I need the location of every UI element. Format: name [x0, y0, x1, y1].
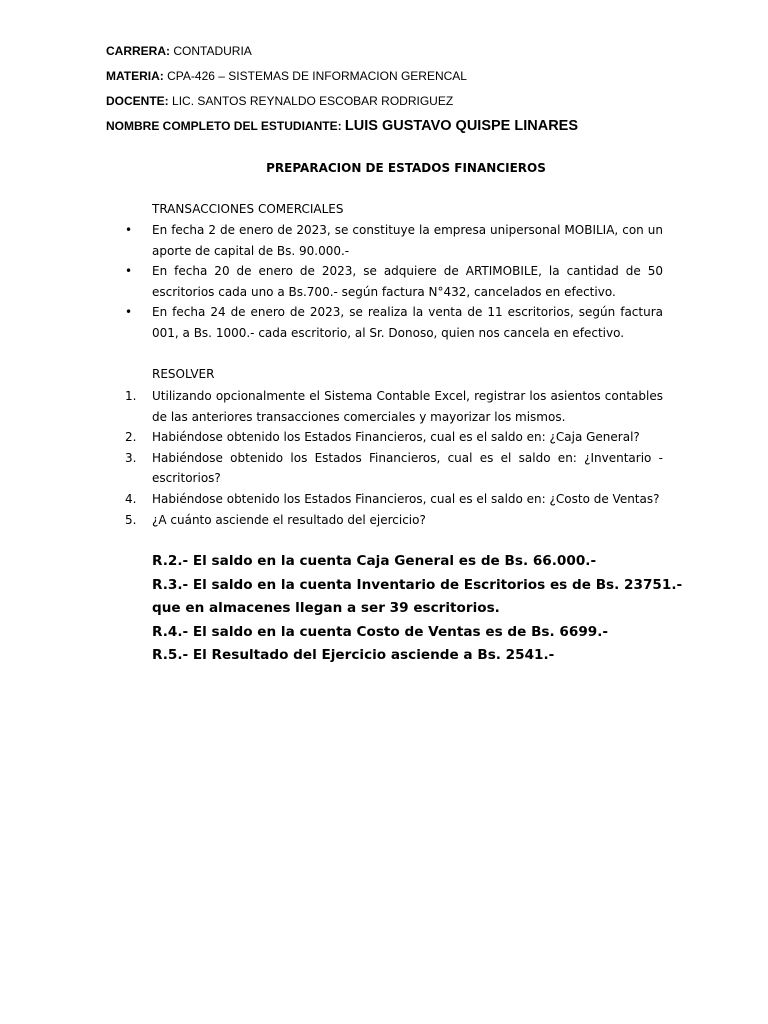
docente-line [106, 94, 453, 108]
answer-r2: R.2.- El saldo en la cuenta Caja General es de Bs. 66.000.- [152, 553, 597, 569]
list-item [125, 448, 663, 489]
answer-r3-line2: que en almacenes llegan a ser 39 escritorios. [152, 600, 500, 617]
item-number: 5. [125, 512, 137, 527]
item-number: 2. [125, 430, 137, 445]
bullet-marker: • [125, 305, 133, 320]
transacciones-list [125, 220, 663, 344]
transacciones-heading: TRANSACCIONES COMERCIALES [152, 202, 344, 216]
item-number: 4. [125, 491, 137, 506]
answers-block [152, 550, 683, 668]
answer-r3-line1: R.3.- El saldo en la cuenta Inventario de Escritorios es de Bs. 23751.- [152, 576, 683, 593]
resolver-list [125, 386, 663, 530]
docente-value: LIC. SANTOS REYNALDO ESCOBAR RODRIGUEZ [172, 94, 454, 108]
bullet-marker: • [125, 223, 133, 237]
transaccion-text: En fecha 24 de enero de 2023, se realiza la venta de 11 escritorios, según factura 001, a Bs. 1000.- cada escritorio, al Sr. Donoso, quien nos cancela en efectivo. [152, 305, 663, 340]
item-number: 1. [125, 389, 137, 403]
document-title: PREPARACION DE ESTADOS FINANCIEROS [266, 161, 546, 175]
list-item [125, 302, 663, 343]
resolver-text: Utilizando opcionalmente el Sistema Contable Excel, registrar los asientos contables de las anteriores transacciones comerciales y mayorizar los mismos. [152, 389, 663, 424]
list-item [125, 510, 663, 531]
docente-label: DOCENTE: [106, 94, 169, 108]
answer-r5: R.5.- El Resultado del Ejercicio asciende a Bs. 2541.- [152, 647, 555, 664]
transaccion-text: En fecha 2 de enero de 2023, se constituye la empresa unipersonal MOBILIA, con un aporte de capital de Bs. 90.000.- [152, 223, 663, 258]
item-number: 3. [125, 450, 137, 465]
materia-value: CPA-426 – SISTEMAS DE INFORMACION GERENCAL [167, 69, 467, 83]
resolver-text: Habiéndose obtenido los Estados Financieros, cual es el saldo en: ¿Caja General? [152, 430, 640, 445]
list-item [125, 427, 663, 448]
resolver-text: ¿A cuánto asciende el resultado del ejercicio? [152, 512, 426, 527]
carrera-line [106, 44, 252, 58]
transaccion-text: En fecha 20 de enero de 2023, se adquiere de ARTIMOBILE, la cantidad de 50 escritorios cada uno a Bs.700.- según factura N°432, cancelados en efectivo. [152, 264, 663, 299]
list-item [125, 489, 663, 510]
estudiante-value: LUIS GUSTAVO QUISPE LINARES [344, 118, 579, 134]
resolver-heading: RESOLVER [152, 367, 215, 381]
resolver-text: Habiéndose obtenido los Estados Financieros, cual es el saldo en: ¿Costo de Ventas? [152, 491, 660, 506]
materia-label: MATERIA: [106, 69, 164, 83]
carrera-label: CARRERA: [106, 44, 170, 58]
answer-r4: R.4.- El saldo en la cuenta Costo de Ventas es de Bs. 6699.- [152, 623, 609, 640]
estudiante-label: NOMBRE COMPLETO DEL ESTUDIANTE: [106, 119, 342, 133]
carrera-value: CONTADURIA [173, 44, 252, 58]
bullet-marker: • [125, 264, 133, 279]
materia-line [106, 69, 467, 83]
resolver-text: Habiéndose obtenido los Estados Financieros, cual es el saldo en: ¿Inventario - escritorios? [152, 450, 663, 486]
estudiante-line [106, 119, 578, 133]
list-item [125, 220, 663, 261]
list-item [125, 386, 663, 427]
list-item [125, 261, 663, 302]
